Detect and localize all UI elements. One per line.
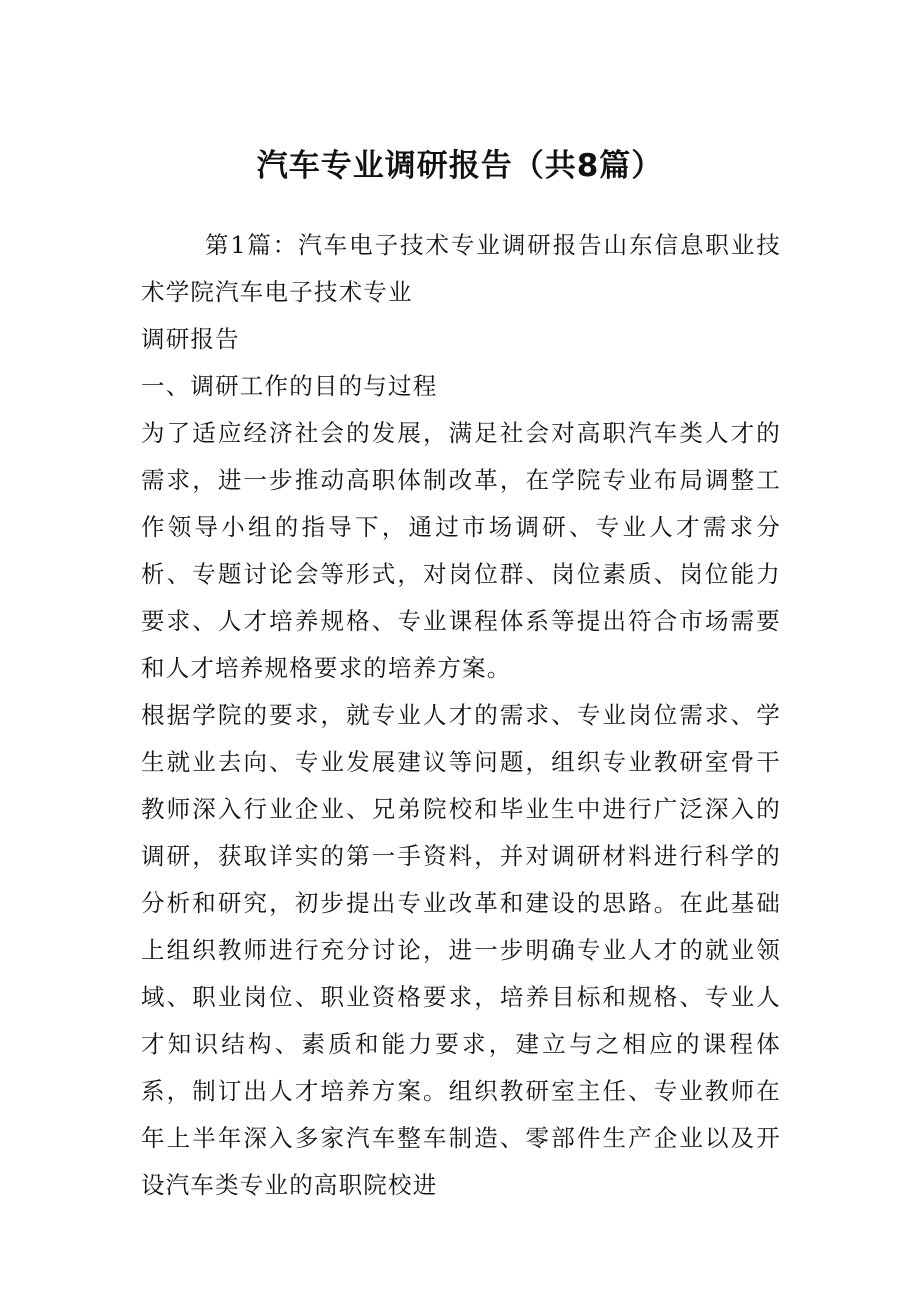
paragraph-purpose: 为了适应经济社会的发展，满足社会对高职汽车类人才的需求，进一步推动高职体制改革，在学院专业布局调整工作领导小组的指导下，通过市场调研、专业人才需求分析、专题讨论会等形式，对岗位群、岗位素质、岗位能力要求、人才培养规格、专业课程体系等提出符合市场需要和人才培养规格要求的培养方案。	[141, 419, 781, 682]
document-title: 汽车专业调研报告（共8篇）	[256, 148, 664, 184]
document-body	[141, 222, 781, 1209]
paragraph-process: 根据学院的要求，就专业人才的需求、专业岗位需求、学生就业去向、专业发展建议等问题，组织专业教研室骨干教师深入行业企业、兄弟院校和毕业生中进行广泛深入的调研，获取详实的第一手资料，并对调研材料进行科学的分析和研究，初步提出专业改革和建设的思路。在此基础上组织教师进行充分讨论，进一步明确专业人才的就业领域、职业岗位、职业资格要求，培养目标和规格、专业人才知识结构、素质和能力要求，建立与之相应的课程体系，制订出人才培养方案。组织教研室主任、专业教师在年上半年深入多家汽车整车制造、零部件生产企业以及开设汽车类专业的高职院校进	[141, 701, 781, 1199]
section-heading: 一、调研工作的目的与过程	[141, 372, 438, 400]
paragraph-intro: 第1篇：汽车电子技术专业调研报告山东信息职业技术学院汽车电子技术专业	[141, 231, 781, 306]
paragraph-subtitle: 调研报告	[141, 325, 240, 353]
